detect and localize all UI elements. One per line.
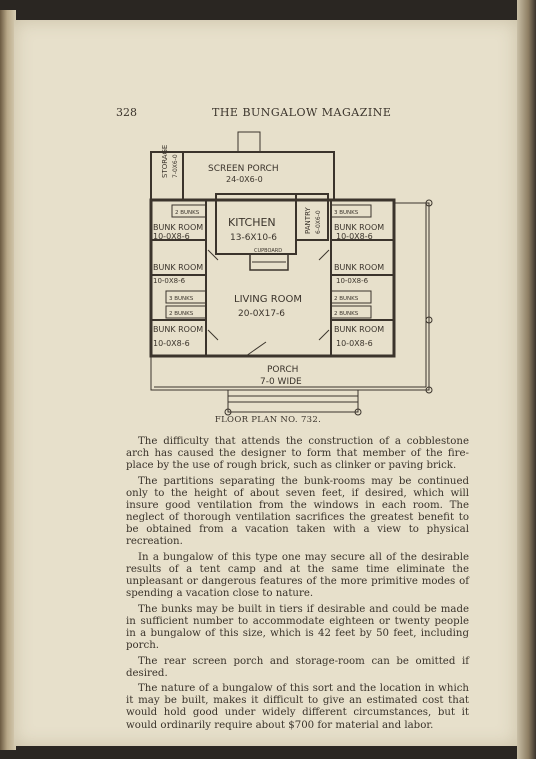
floor-plan-drawing — [146, 130, 436, 420]
label-porch-size: 7-0 WIDE — [260, 377, 302, 387]
label-bunk-room-right-2: BUNK ROOM — [334, 263, 385, 272]
paragraph: The partitions separating the bunk-rooms may be continued only to the height of about seven feet, if desired, which will insure good ventilation from the windows in each room. The neglect of thorough ventilation sacrifices the greatest benefit to be obtained from a vacation taken with a view to physical recreation. — [126, 475, 469, 548]
label-pantry: PANTRY — [304, 207, 312, 234]
label-screen-porch-size: 24-0X6-0 — [226, 175, 263, 184]
label-storage-size: 7-0X6-0 — [172, 154, 179, 178]
label-bunks-right-2: 2 BUNKS — [334, 296, 359, 302]
paragraph: The difficulty that attends the construction of a cobblestone arch has caused the designer to form that member of the fire-place by the use of rough brick, such as clinker or paving brick. — [126, 436, 469, 472]
label-bunk-room-left-2: BUNK ROOM — [153, 263, 204, 272]
label-living-room: LIVING ROOM — [234, 294, 303, 305]
next-page-edge — [517, 0, 536, 759]
paragraph: The rear screen porch and storage-room can be omitted if desired. — [126, 655, 469, 679]
label-bunks-right-1: 3 BUNKS — [334, 210, 359, 216]
label-bunk-room-right-2-size: 10-0X8-6 — [336, 277, 369, 285]
page-number: 328 — [116, 106, 137, 119]
running-head: THE BUNGALOW MAGAZINE — [212, 106, 392, 119]
label-bunks-left-3: 2 BUNKS — [169, 311, 194, 317]
label-pantry-size: 6-0X6-0 — [315, 210, 322, 234]
label-bunk-room-right-3: BUNK ROOM — [334, 325, 385, 334]
label-bunk-room-left-3-size: 10-0X8-6 — [153, 339, 190, 348]
label-kitchen: KITCHEN — [228, 216, 276, 229]
label-living-room-size: 20-0X17-6 — [238, 309, 286, 319]
article-body — [126, 436, 469, 735]
label-bunk-room-left-3: BUNK ROOM — [153, 325, 204, 334]
label-kitchen-size: 13-6X10-6 — [230, 233, 278, 243]
label-bunks-left-1: 2 BUNKS — [175, 210, 200, 216]
rear-steps — [238, 132, 260, 152]
front-steps — [228, 390, 358, 412]
label-screen-porch: SCREEN PORCH — [208, 164, 279, 174]
paragraph: The bunks may be built in tiers if desirable and could be made in sufficient number to accommodate eighteen or twenty people in a bungalow of this size, which is 42 feet by 50 feet, including porch. — [126, 603, 469, 651]
label-bunk-room-right-3-size: 10-0X8-6 — [336, 339, 373, 348]
label-bunk-room-left-2-size: 10-0X8-6 — [153, 277, 186, 285]
label-bunk-room-right-1: BUNK ROOM — [334, 223, 385, 232]
label-cupboard: CUPBOARD — [254, 248, 283, 254]
label-storage: STORAGE — [161, 144, 169, 178]
paragraph: The nature of a bungalow of this sort and the location in which it may be built, makes it difficult to give an estimated cost that would hold good under widely different circumstances, but it would ordinarily require about $700 for material and labor. — [126, 683, 469, 731]
label-porch: PORCH — [267, 365, 299, 375]
label-bunks-right-3: 2 BUNKS — [334, 311, 359, 317]
figure-caption: FLOOR PLAN NO. 732. — [214, 415, 322, 425]
label-bunks-left-2: 3 BUNKS — [169, 296, 194, 302]
label-bunk-room-right-1-size: 10-0X8-6 — [336, 232, 373, 241]
label-bunk-room-left-1-size: 10-0X8-6 — [153, 232, 190, 241]
paragraph: In a bungalow of this type one may secure all of the desirable results of a tent camp and at the same time eliminate the unpleasant or dangerous features of the more primitive modes of spending a vacation close to nature. — [126, 551, 469, 600]
label-bunk-room-left-1: BUNK ROOM — [153, 223, 204, 232]
